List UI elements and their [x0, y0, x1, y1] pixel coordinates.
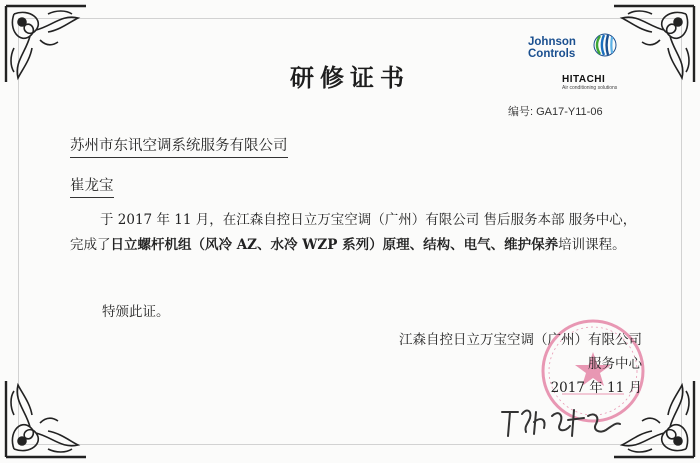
johnson-wordmark-line1: Johnson — [528, 36, 576, 48]
course-name: 日立螺杆机组（风冷 AZ、水冷 WZP 系列）原理、结构、电气、维护保养 — [110, 237, 559, 253]
serial-label: 编号: — [508, 106, 534, 118]
hitachi-wordmark: HITACHI — [562, 74, 606, 85]
ornament-corner-bottom-left-icon — [0, 371, 96, 463]
johnson-wordmark-line2: Controls — [528, 48, 576, 60]
recipient-name: 崔龙宝 — [70, 174, 114, 198]
issuer-company: 江森自控日立万宝空调（广州）有限公司 — [399, 332, 642, 348]
handwritten-signature-icon — [496, 402, 626, 442]
hitachi-tagline: Air conditioning solutions — [562, 85, 618, 91]
johnson-controls-globe-icon — [592, 32, 618, 58]
issuer-block — [322, 328, 642, 400]
issue-date: 2017 年 11 月 — [550, 380, 642, 396]
closing-statement: 特颁此证。 — [102, 304, 170, 320]
serial-value: GA17-Y11-06 — [536, 106, 603, 118]
issuer-department: 服务中心 — [588, 356, 642, 372]
body-intro: 于 2017 年 11 月，在江森自控日立万宝空调（广州）有限公司 售后服务本部 服务中心，完成了 — [70, 212, 637, 253]
body-ending: 培训课程。 — [558, 237, 626, 253]
certificate-title: 研修证书 — [290, 63, 410, 92]
johnson-controls-wordmark — [528, 36, 576, 60]
serial-number — [508, 103, 603, 119]
recipient-company: 苏州市东讯空调系统服务有限公司 — [70, 134, 288, 158]
certificate-body — [70, 208, 642, 258]
